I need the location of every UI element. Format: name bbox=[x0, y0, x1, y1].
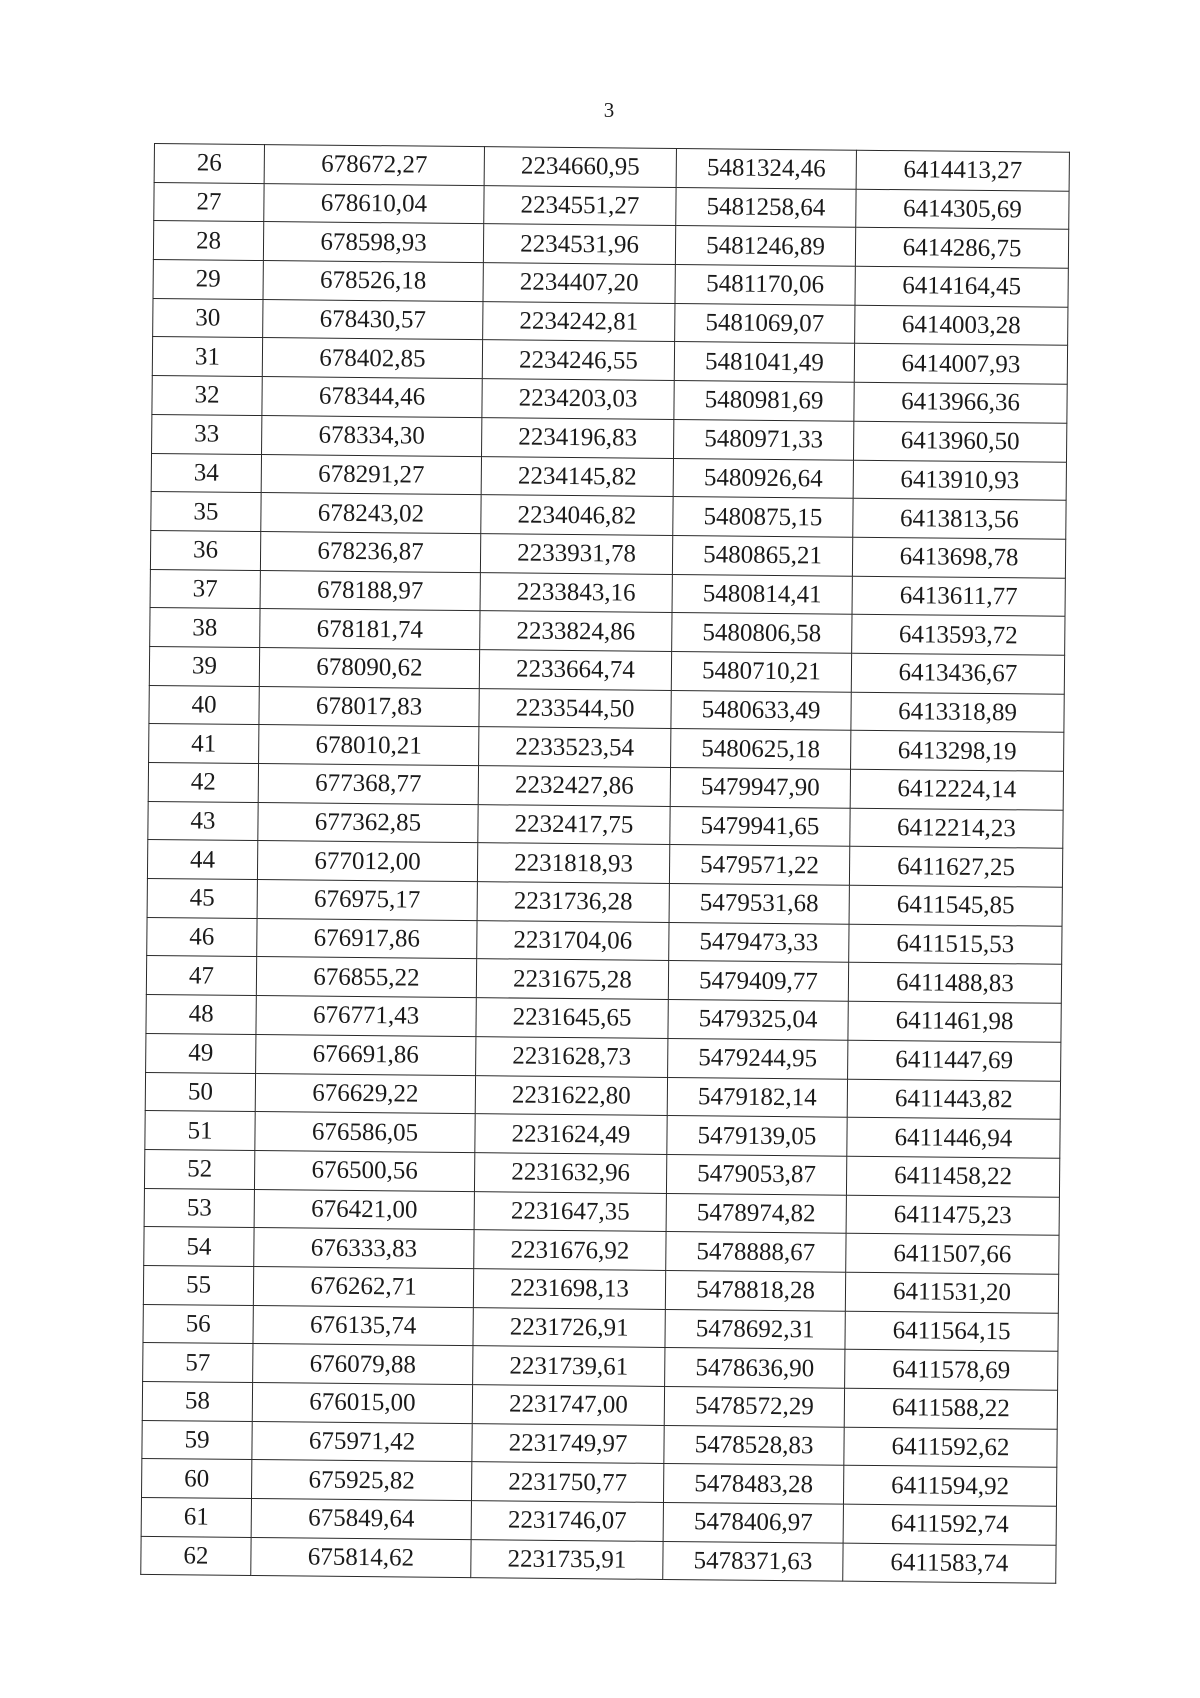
point-number-cell: 55 bbox=[143, 1265, 253, 1305]
coord-x-cell: 678291,27 bbox=[261, 454, 481, 495]
page-number: 3 bbox=[603, 98, 615, 122]
point-number-cell: 49 bbox=[146, 1033, 256, 1073]
coord-x-cell: 676975,17 bbox=[257, 880, 477, 921]
coord-y-cell: 2231622,80 bbox=[475, 1075, 667, 1116]
coord-y-cell: 2233544,50 bbox=[479, 688, 671, 729]
coord-y2-cell: 6412224,14 bbox=[850, 769, 1063, 810]
coord-y2-cell: 6411531,20 bbox=[845, 1272, 1058, 1313]
coord-x2-cell: 5480633,49 bbox=[671, 690, 851, 730]
coord-y-cell: 2234145,82 bbox=[481, 456, 673, 497]
point-number-cell: 29 bbox=[153, 260, 263, 300]
coord-y-cell: 2231675,28 bbox=[476, 959, 668, 1000]
coord-y-cell: 2234407,20 bbox=[483, 263, 675, 304]
coord-y-cell: 2234242,81 bbox=[483, 301, 675, 342]
point-number-cell: 33 bbox=[152, 414, 262, 454]
coord-y-cell: 2234203,03 bbox=[482, 379, 674, 420]
coord-x2-cell: 5479053,87 bbox=[666, 1154, 846, 1194]
coord-x2-cell: 5481041,49 bbox=[674, 342, 854, 382]
point-number-cell: 46 bbox=[147, 917, 257, 957]
coord-y2-cell: 6413910,93 bbox=[853, 460, 1066, 501]
coord-y-cell: 2234246,55 bbox=[482, 340, 674, 381]
coord-x2-cell: 5480710,21 bbox=[671, 651, 851, 691]
coord-x2-cell: 5481069,07 bbox=[675, 303, 855, 343]
coord-y2-cell: 6411594,92 bbox=[843, 1466, 1056, 1507]
coord-y2-cell: 6411507,66 bbox=[846, 1233, 1059, 1274]
point-number-cell: 31 bbox=[152, 337, 262, 377]
coord-y2-cell: 6411588,22 bbox=[844, 1388, 1057, 1429]
point-number-cell: 48 bbox=[146, 995, 256, 1035]
coord-y2-cell: 6413593,72 bbox=[852, 614, 1065, 655]
point-number-cell: 61 bbox=[141, 1498, 251, 1538]
coord-y-cell: 2231736,28 bbox=[477, 882, 669, 923]
coord-x-cell: 676586,05 bbox=[255, 1112, 475, 1153]
coord-y-cell: 2231726,91 bbox=[473, 1307, 665, 1348]
coord-x-cell: 676079,88 bbox=[253, 1344, 473, 1385]
coord-y2-cell: 6412214,23 bbox=[850, 808, 1063, 849]
coord-y-cell: 2234196,83 bbox=[482, 417, 674, 458]
coord-y2-cell: 6411515,53 bbox=[849, 924, 1062, 965]
coord-x2-cell: 5479409,77 bbox=[668, 961, 848, 1001]
coord-x2-cell: 5481246,89 bbox=[675, 226, 855, 266]
coord-x-cell: 678430,57 bbox=[263, 299, 483, 340]
coord-x2-cell: 5479182,14 bbox=[667, 1077, 847, 1117]
point-number-cell: 40 bbox=[149, 685, 259, 725]
coord-y-cell: 2231704,06 bbox=[477, 920, 669, 961]
coord-x-cell: 678010,21 bbox=[259, 725, 479, 766]
coord-y-cell: 2232427,86 bbox=[478, 766, 670, 807]
coord-y-cell: 2231624,49 bbox=[475, 1114, 667, 1155]
coord-x-cell: 678344,46 bbox=[262, 377, 482, 418]
point-number-cell: 30 bbox=[153, 298, 263, 338]
coord-y-cell: 2232417,75 bbox=[478, 804, 670, 845]
coord-y-cell: 2231749,97 bbox=[472, 1423, 664, 1464]
point-number-cell: 39 bbox=[149, 646, 259, 686]
coord-y2-cell: 6413298,19 bbox=[851, 731, 1064, 772]
coord-x2-cell: 5480806,58 bbox=[672, 613, 852, 653]
coord-y2-cell: 6411443,82 bbox=[847, 1079, 1060, 1120]
coord-x-cell: 676917,86 bbox=[257, 918, 477, 959]
point-number-cell: 41 bbox=[149, 724, 259, 764]
coord-y-cell: 2231735,91 bbox=[471, 1539, 663, 1580]
point-number-cell: 54 bbox=[144, 1227, 254, 1267]
coord-y2-cell: 6411545,85 bbox=[849, 885, 1062, 926]
coord-x2-cell: 5478572,29 bbox=[664, 1386, 844, 1426]
point-number-cell: 42 bbox=[148, 762, 258, 802]
coord-x2-cell: 5479325,04 bbox=[668, 1000, 848, 1040]
point-number-cell: 52 bbox=[144, 1149, 254, 1189]
coord-y2-cell: 6413318,89 bbox=[851, 692, 1064, 733]
coord-x2-cell: 5479244,95 bbox=[668, 1038, 848, 1078]
coord-x-cell: 678236,87 bbox=[260, 531, 480, 572]
coord-y2-cell: 6413966,36 bbox=[854, 382, 1067, 423]
coord-y2-cell: 6411592,74 bbox=[843, 1504, 1056, 1545]
coord-y-cell: 2231750,77 bbox=[471, 1462, 663, 1503]
coord-x2-cell: 5480926,64 bbox=[673, 458, 853, 498]
coord-y2-cell: 6414164,45 bbox=[855, 266, 1068, 307]
coord-x-cell: 676015,00 bbox=[252, 1383, 472, 1424]
coord-y2-cell: 6414003,28 bbox=[855, 305, 1068, 346]
coord-x2-cell: 5480875,15 bbox=[673, 497, 853, 537]
coord-y-cell: 2231818,93 bbox=[477, 843, 669, 884]
coord-x2-cell: 5478371,63 bbox=[663, 1541, 843, 1581]
coord-x-cell: 676855,22 bbox=[256, 957, 476, 998]
coord-y-cell: 2234046,82 bbox=[481, 495, 673, 536]
point-number-cell: 60 bbox=[141, 1459, 251, 1499]
coord-y-cell: 2233931,78 bbox=[480, 534, 672, 575]
coord-x2-cell: 5478888,67 bbox=[666, 1232, 846, 1272]
coord-y2-cell: 6413698,78 bbox=[852, 537, 1065, 578]
point-number-cell: 35 bbox=[151, 492, 261, 532]
coord-x2-cell: 5479941,65 bbox=[670, 806, 850, 846]
point-number-cell: 57 bbox=[143, 1343, 253, 1383]
coord-x2-cell: 5479571,22 bbox=[669, 845, 849, 885]
coord-x-cell: 676421,00 bbox=[254, 1189, 474, 1230]
point-number-cell: 44 bbox=[147, 840, 257, 880]
coord-y-cell: 2233664,74 bbox=[479, 650, 671, 691]
coord-y2-cell: 6414305,69 bbox=[856, 189, 1069, 230]
coord-x-cell: 677368,77 bbox=[258, 764, 478, 805]
coordinates-table-body bbox=[141, 144, 1070, 1584]
coord-y-cell: 2233824,86 bbox=[480, 611, 672, 652]
coord-y-cell: 2231676,92 bbox=[474, 1230, 666, 1271]
coord-x-cell: 676135,74 bbox=[253, 1305, 473, 1346]
coord-x2-cell: 5480814,41 bbox=[672, 574, 852, 614]
coord-x2-cell: 5478528,83 bbox=[664, 1425, 844, 1465]
point-number-cell: 27 bbox=[154, 182, 264, 222]
coord-x-cell: 677012,00 bbox=[257, 841, 477, 882]
coord-x2-cell: 5481324,46 bbox=[676, 149, 856, 189]
point-number-cell: 58 bbox=[142, 1381, 252, 1421]
coord-x-cell: 678334,30 bbox=[262, 415, 482, 456]
point-number-cell: 26 bbox=[154, 144, 264, 184]
coord-x2-cell: 5478636,90 bbox=[665, 1348, 845, 1388]
coord-x-cell: 675814,62 bbox=[251, 1537, 471, 1578]
coord-y-cell: 2231747,00 bbox=[472, 1385, 664, 1426]
coord-y2-cell: 6411583,74 bbox=[843, 1543, 1056, 1584]
point-number-cell: 56 bbox=[143, 1304, 253, 1344]
coord-x-cell: 676333,83 bbox=[254, 1228, 474, 1269]
coord-x-cell: 675971,42 bbox=[252, 1421, 472, 1462]
point-number-cell: 47 bbox=[146, 956, 256, 996]
coord-y-cell: 2233523,54 bbox=[479, 727, 671, 768]
coord-y-cell: 2231647,35 bbox=[474, 1191, 666, 1232]
coord-x-cell: 675925,82 bbox=[251, 1460, 471, 1501]
coord-y-cell: 2231645,65 bbox=[476, 998, 668, 1039]
coord-x2-cell: 5481258,64 bbox=[676, 187, 856, 227]
coord-x2-cell: 5478818,28 bbox=[665, 1270, 845, 1310]
coord-y2-cell: 6411447,69 bbox=[848, 1040, 1061, 1081]
coord-y-cell: 2231746,07 bbox=[471, 1501, 663, 1542]
point-number-cell: 45 bbox=[147, 879, 257, 919]
point-number-cell: 32 bbox=[152, 376, 262, 416]
coord-y-cell: 2231632,96 bbox=[474, 1153, 666, 1194]
coord-y-cell: 2234551,27 bbox=[484, 185, 676, 226]
point-number-cell: 51 bbox=[145, 1111, 255, 1151]
coord-x-cell: 678610,04 bbox=[264, 183, 484, 224]
coord-x-cell: 676629,22 bbox=[255, 1073, 475, 1114]
coord-x-cell: 678526,18 bbox=[263, 261, 483, 302]
coord-y2-cell: 6411627,25 bbox=[849, 847, 1062, 888]
coord-x2-cell: 5479473,33 bbox=[669, 922, 849, 962]
coord-x2-cell: 5480625,18 bbox=[671, 729, 851, 769]
coord-x2-cell: 5478974,82 bbox=[666, 1193, 846, 1233]
coord-x-cell: 678402,85 bbox=[262, 338, 482, 379]
point-number-cell: 37 bbox=[150, 569, 260, 609]
coord-x2-cell: 5478692,31 bbox=[665, 1309, 845, 1349]
coord-x-cell: 675849,64 bbox=[251, 1499, 471, 1540]
coord-x2-cell: 5480981,69 bbox=[674, 381, 854, 421]
coord-x2-cell: 5480971,33 bbox=[674, 419, 854, 459]
coord-y2-cell: 6411458,22 bbox=[846, 1156, 1059, 1197]
point-number-cell: 53 bbox=[144, 1188, 254, 1228]
table-row bbox=[141, 1536, 1056, 1583]
point-number-cell: 38 bbox=[150, 608, 260, 648]
coord-y2-cell: 6414007,93 bbox=[854, 344, 1067, 385]
coord-y2-cell: 6411488,83 bbox=[848, 963, 1061, 1004]
point-number-cell: 50 bbox=[145, 1072, 255, 1112]
coord-y-cell: 2231739,61 bbox=[473, 1346, 665, 1387]
coord-x-cell: 678598,93 bbox=[263, 222, 483, 263]
coord-y-cell: 2234660,95 bbox=[484, 147, 676, 188]
coord-x-cell: 677362,85 bbox=[258, 802, 478, 843]
coord-x2-cell: 5478406,97 bbox=[663, 1503, 843, 1543]
coord-y2-cell: 6413960,50 bbox=[853, 421, 1066, 462]
coord-y2-cell: 6413436,67 bbox=[851, 653, 1064, 694]
coord-x-cell: 676771,43 bbox=[256, 996, 476, 1037]
point-number-cell: 62 bbox=[141, 1536, 251, 1576]
coord-y2-cell: 6413611,77 bbox=[852, 576, 1065, 617]
coord-y-cell: 2234531,96 bbox=[483, 224, 675, 265]
point-number-cell: 43 bbox=[148, 801, 258, 841]
coord-x2-cell: 5480865,21 bbox=[672, 535, 852, 575]
coordinates-table bbox=[140, 143, 1070, 1584]
coord-x-cell: 678243,02 bbox=[261, 493, 481, 534]
point-number-cell: 59 bbox=[142, 1420, 252, 1460]
point-number-cell: 36 bbox=[150, 530, 260, 570]
coord-y2-cell: 6411564,15 bbox=[845, 1311, 1058, 1352]
coord-x2-cell: 5479947,90 bbox=[670, 767, 850, 807]
coord-y2-cell: 6411592,62 bbox=[844, 1427, 1057, 1468]
coord-y-cell: 2233843,16 bbox=[480, 572, 672, 613]
coord-x-cell: 678090,62 bbox=[259, 647, 479, 688]
coord-x2-cell: 5479531,68 bbox=[669, 884, 849, 924]
coord-y2-cell: 6411475,23 bbox=[846, 1195, 1059, 1236]
coord-x-cell: 676262,71 bbox=[253, 1266, 473, 1307]
coord-y2-cell: 6411461,98 bbox=[848, 1001, 1061, 1042]
point-number-cell: 28 bbox=[153, 221, 263, 261]
coord-x-cell: 678017,83 bbox=[259, 686, 479, 727]
coord-y2-cell: 6414413,27 bbox=[856, 150, 1069, 191]
coord-y2-cell: 6411578,69 bbox=[845, 1350, 1058, 1391]
coord-y2-cell: 6414286,75 bbox=[855, 228, 1068, 269]
point-number-cell: 34 bbox=[151, 453, 261, 493]
coord-x2-cell: 5479139,05 bbox=[667, 1116, 847, 1156]
coord-x-cell: 678181,74 bbox=[260, 609, 480, 650]
coord-x-cell: 678672,27 bbox=[264, 145, 484, 186]
coord-x-cell: 676500,56 bbox=[254, 1150, 474, 1191]
coord-y-cell: 2231698,13 bbox=[473, 1269, 665, 1310]
coord-y-cell: 2231628,73 bbox=[476, 1036, 668, 1077]
coord-x-cell: 678188,97 bbox=[260, 570, 480, 611]
coord-y2-cell: 6411446,94 bbox=[847, 1117, 1060, 1158]
coord-x2-cell: 5481170,06 bbox=[675, 265, 855, 305]
coord-x2-cell: 5478483,28 bbox=[663, 1464, 843, 1504]
coord-y2-cell: 6413813,56 bbox=[853, 498, 1066, 539]
coord-x-cell: 676691,86 bbox=[256, 1034, 476, 1075]
